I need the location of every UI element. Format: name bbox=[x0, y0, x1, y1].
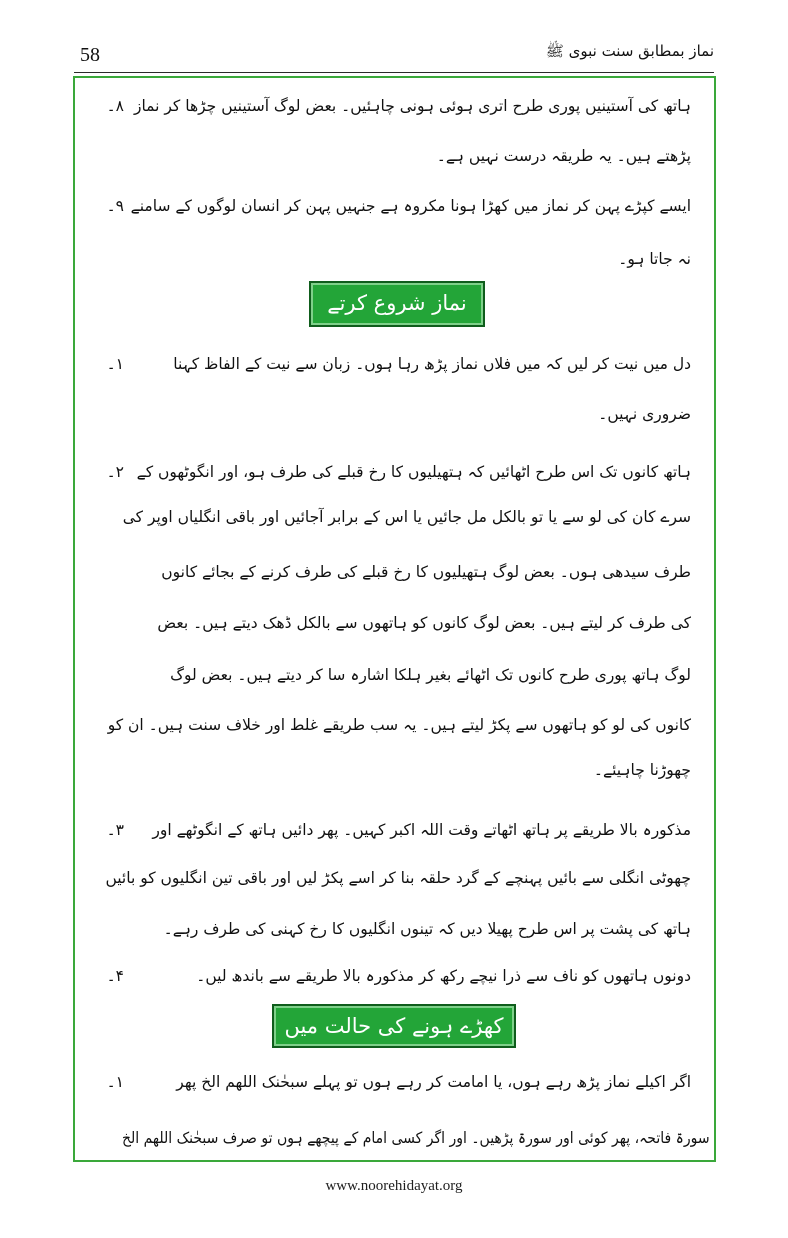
item-number: ۸۔ bbox=[106, 97, 124, 115]
text-line: ہاتھ کانوں تک اس طرح اٹھائیں کہ ہتھیلیوں کا رخ قبلے کی طرف ہو، اور انگوٹھوں کے bbox=[136, 463, 691, 481]
item-number: ۳۔ bbox=[106, 821, 124, 839]
text-line: سرے کان کی لو سے یا تو بالکل مل جائیں یا اس کے برابر آجائیں اور باقی انگلیاں اوپر کی bbox=[122, 508, 691, 526]
text-line: چھوٹی انگلی سے بائیں پہنچے کے گرد حلقہ بنا کر اسے پکڑ لیں اور باقی تین انگلیوں کو بائیں bbox=[105, 869, 691, 887]
text-line: اگر اکیلے نماز پڑھ رہے ہوں، یا امامت کر رہے ہوں تو پہلے سبحٰنک اللھم الخ پھر bbox=[176, 1073, 691, 1091]
header-divider bbox=[74, 72, 714, 73]
text-line: ایسے کپڑے پہن کر نماز میں کھڑا ہونا مکروہ ہے جنہیں پہن کر انسان لوگوں کے سامنے bbox=[130, 197, 691, 215]
section-heading-banner: نماز شروع کرتے وقت bbox=[309, 281, 485, 327]
text-line: ہاتھ کی پشت پر اس طرح پھیلا دیں کہ تینوں انگلیوں کا رخ کہنی کی طرف رہے۔ bbox=[163, 920, 691, 938]
item-number: ۱۔ bbox=[106, 1073, 124, 1091]
book-title: نماز بمطابق سنت نبوی ﷺ bbox=[545, 42, 714, 60]
text-line: طرف سیدھی ہوں۔ بعض لوگ ہتھیلیوں کا رخ قبلے کی طرف کرنے کے بجائے کانوں bbox=[161, 563, 691, 581]
page-number: 58 bbox=[80, 44, 100, 66]
text-line: لوگ ہاتھ پوری طرح کانوں تک اٹھائے بغیر ہلکا اشارہ سا کر دیتے ہیں۔ بعض لوگ bbox=[170, 666, 691, 684]
text-line: نہ جاتا ہو۔ bbox=[618, 250, 691, 268]
text-line: چھوڑنا چاہیئے۔ bbox=[593, 761, 691, 779]
item-number: ۲۔ bbox=[106, 463, 124, 481]
text-line: دل میں نیت کر لیں کہ میں فلاں نماز پڑھ رہا ہوں۔ زبان سے نیت کے الفاظ کہنا bbox=[173, 355, 691, 373]
footer-url[interactable]: www.noorehidayat.org bbox=[325, 1178, 463, 1194]
text-line: کانوں کی لو کو ہاتھوں سے پکڑ لیتے ہیں۔ یہ سب طریقے غلط اور خلاف سنت ہیں۔ ان کو bbox=[107, 716, 691, 734]
item-number: ۴۔ bbox=[106, 967, 124, 985]
text-line: ہاتھ کی آستینیں پوری طرح اتری ہوئی ہونی چاہئیں۔ بعض لوگ آستینیں چڑھا کر نماز bbox=[133, 97, 691, 115]
text-line: پڑھتے ہیں۔ یہ طریقہ درست نہیں ہے۔ bbox=[436, 147, 691, 165]
text-line: سورۃ فاتحہ، پھر کوئی اور سورۃ پڑھیں۔ اور اگر کسی امام کے پیچھے ہوں تو صرف سبحٰنک اللھم الخ bbox=[122, 1129, 710, 1147]
item-number: ۱۔ bbox=[106, 355, 124, 373]
text-line: ضروری نہیں۔ bbox=[598, 405, 691, 423]
text-line: کی طرف کر لیتے ہیں۔ بعض لوگ کانوں کو ہاتھوں سے بالکل ڈھک دیتے ہیں۔ بعض bbox=[157, 614, 691, 632]
text-line: مذکورہ بالا طریقے پر ہاتھ اٹھاتے وقت اللہ اکبر کہیں۔ پھر دائیں ہاتھ کے انگوٹھے اور bbox=[152, 821, 691, 839]
section-heading-banner: کھڑے ہونے کی حالت میں bbox=[272, 1004, 516, 1048]
text-line: دونوں ہاتھوں کو ناف سے ذرا نیچے رکھ کر مذکورہ بالا طریقے سے باندھ لیں۔ bbox=[196, 967, 691, 985]
item-number: ۹۔ bbox=[106, 197, 124, 215]
